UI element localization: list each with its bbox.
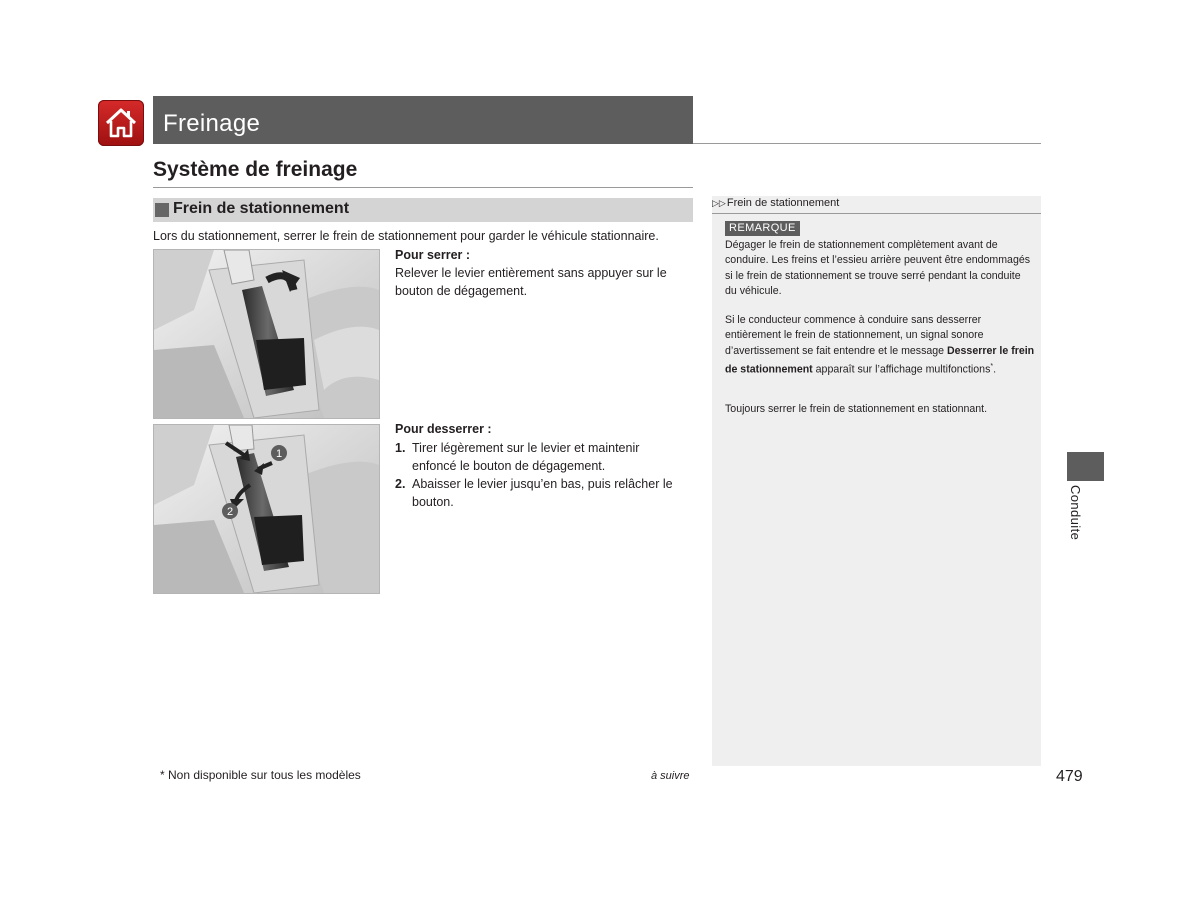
note-text: Si le conducteur commence à conduire sans desserrer entièrement le frein de stationnement, un signal sonore d’avertissement se fait entendre et le message xyxy=(725,314,984,357)
chapter-tab-marker xyxy=(1067,452,1104,481)
subsection-header xyxy=(153,198,693,222)
release-heading: Pour desserrer : xyxy=(395,422,492,436)
step-text: Abaisser le levier jusqu’en bas, puis relâcher le bouton. xyxy=(412,477,673,509)
continued-label: à suivre xyxy=(651,770,690,782)
chapter-title: Freinage xyxy=(163,110,261,137)
side-note-title: Frein de stationnement xyxy=(726,197,840,209)
home-button[interactable] xyxy=(98,100,144,146)
note-paragraph: Dégager le frein de stationnement complètement avant de conduire. Les freins et l’essieu arrière peuvent être endommagés si le frein de stationnement se trouve serré pendant la conduite du véhicule. xyxy=(725,239,1031,298)
step-number: 1. xyxy=(395,441,406,455)
intro-text: Lors du stationnement, serrer le frein de stationnement pour garder le véhicule stationnaire. xyxy=(153,229,659,243)
side-note-divider xyxy=(712,213,1041,214)
header-divider xyxy=(693,143,1041,144)
footnote-mark: * xyxy=(990,363,994,371)
section-title: Système de freinage xyxy=(153,158,358,181)
reference-arrow-icon: ▷▷ xyxy=(712,198,726,208)
parking-brake-release-illustration xyxy=(153,424,380,594)
chapter-tab-label: Conduite xyxy=(1068,485,1083,541)
home-icon xyxy=(103,105,139,141)
note-paragraph: Toujours serrer le frein de stationnement en stationnant. xyxy=(725,403,988,415)
remark-badge: REMARQUE xyxy=(725,221,800,236)
footnote: * Non disponible sur tous les modèles xyxy=(160,768,361,782)
subsection-marker xyxy=(155,203,169,217)
side-note-header xyxy=(712,197,839,209)
parking-brake-apply-illustration xyxy=(153,249,380,419)
section-divider xyxy=(153,187,693,188)
step-number: 2. xyxy=(395,477,406,491)
subsection-title: Frein de stationnement xyxy=(173,200,350,217)
note-text: . xyxy=(993,363,997,376)
side-note-panel xyxy=(712,196,1041,766)
apply-heading: Pour serrer : xyxy=(395,248,471,262)
callout-1-label: 1 xyxy=(275,448,283,460)
callout-2-label: 2 xyxy=(226,506,234,518)
note-message-name: Desserrer le frein de stationnement xyxy=(725,344,1035,376)
note-text: apparaît sur l’affichage multifonctions xyxy=(812,363,991,376)
apply-instruction: Relever le levier entièrement sans appuyer sur le bouton de dégagement. xyxy=(395,266,667,298)
page-number: 479 xyxy=(1056,768,1083,785)
step-text: Tirer légèrement sur le levier et maintenir enfoncé le bouton de dégagement. xyxy=(412,441,640,473)
chapter-title-bar xyxy=(153,96,693,144)
note-paragraph xyxy=(725,313,1035,378)
